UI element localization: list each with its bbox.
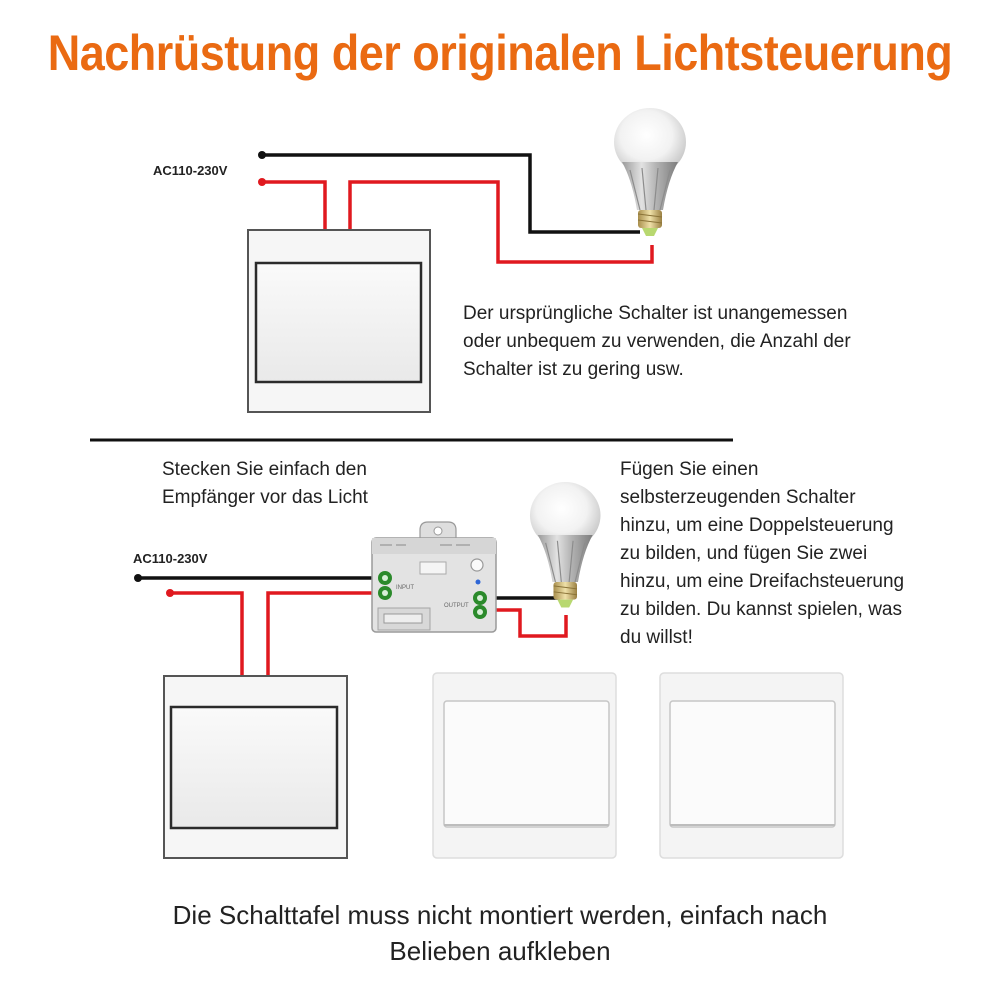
wireless-switch-1 — [433, 673, 616, 858]
bottom-live-wire-in — [170, 593, 242, 676]
footer-line: Belieben aufkleben — [389, 936, 611, 966]
top-neutral-wire — [262, 155, 640, 232]
top-neutral-terminal — [258, 151, 266, 159]
bottom-voltage-label: AC110-230V — [133, 551, 208, 566]
top-live-wire-in — [262, 182, 325, 230]
footer-caption — [0, 897, 1000, 969]
self-powered-note-line: zu bilden, und fügen Sie zwei — [620, 543, 868, 564]
wireless-switch-2 — [660, 673, 843, 858]
top-description-line: oder unbequem zu verwenden, die Anzahl der — [463, 331, 851, 352]
receiver-note-line: Empfänger vor das Licht — [162, 487, 368, 508]
bottom-wiring — [134, 574, 566, 676]
top-voltage-label: AC110-230V — [153, 163, 228, 178]
receiver-output-label: OUTPUT — [444, 603, 469, 609]
self-powered-note — [620, 456, 904, 652]
self-powered-note-line: zu bilden. Du kannst spielen, was — [620, 599, 902, 620]
receiver-note-line: Stecken Sie einfach den — [162, 459, 367, 480]
bottom-light-bulb — [530, 482, 601, 607]
self-powered-note-line: hinzu, um eine Dreifachsteuerung — [620, 571, 905, 592]
bottom-output-live-wire — [490, 610, 566, 636]
top-wall-switch — [248, 230, 430, 412]
footer-line: Die Schalttafel muss nicht montiert werden, einfach nach — [172, 900, 828, 930]
self-powered-note-line: hinzu, um eine Doppelsteuerung — [620, 515, 894, 536]
page-title: Nachrüstung der originalen Lichtsteuerung — [47, 24, 953, 82]
receiver-note — [162, 456, 368, 512]
receiver-input-label: INPUT — [396, 585, 414, 591]
top-light-bulb — [614, 108, 686, 236]
wireless-receiver — [372, 522, 496, 632]
top-description-line: Schalter ist zu gering usw. — [463, 359, 684, 380]
self-powered-note-line: selbsterzeugenden Schalter — [620, 487, 856, 508]
self-powered-note-line: Fügen Sie einen — [620, 459, 759, 480]
top-description-line: Der ursprüngliche Schalter ist unangemessen — [463, 303, 848, 324]
bottom-wall-switch — [164, 676, 347, 858]
top-description — [463, 300, 851, 384]
bottom-live-wire-to-receiver — [268, 593, 383, 676]
self-powered-note-line: du willst! — [620, 627, 693, 648]
top-live-terminal — [258, 178, 266, 186]
